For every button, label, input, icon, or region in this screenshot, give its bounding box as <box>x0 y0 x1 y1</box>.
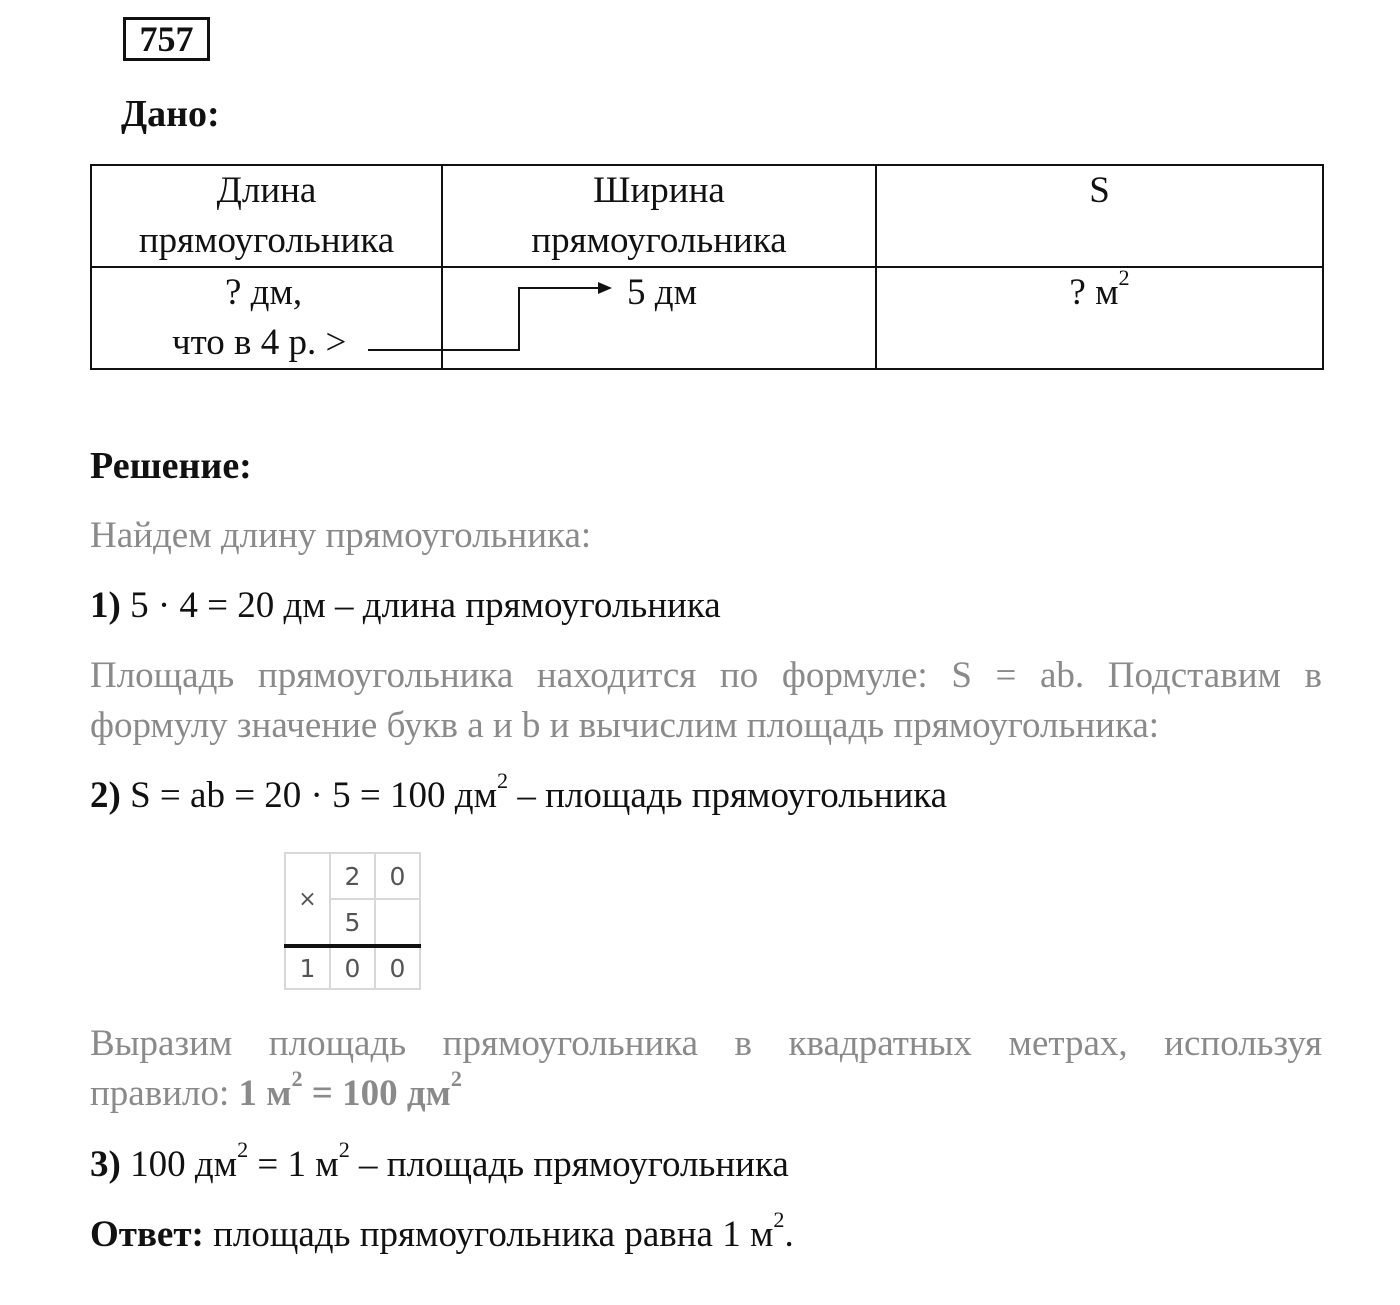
cell-width: 5 дм <box>442 267 876 369</box>
multiply-sign: × <box>285 853 330 946</box>
step1-intro: Найдем длину прямоугольника: <box>90 515 592 556</box>
step1-line: 1) 5 · 4 = 20 дм – длина прямоугольника <box>90 585 721 626</box>
given-label: Дано: <box>121 93 220 135</box>
column-multiplication: × 2 0 5 1 0 0 <box>284 852 421 990</box>
cell-length: ? дм, что в 4 р. > <box>91 267 442 369</box>
task-number: 757 <box>123 17 210 61</box>
arrow-head-icon <box>598 282 612 294</box>
step2-intro-line2: формулу значение букв a и b и вычислим площадь прямоугольника: <box>90 705 1160 746</box>
solution-label: Решение: <box>90 445 252 487</box>
answer-line: Ответ: площадь прямоугольника равна 1 $м^2$. <box>90 1207 794 1255</box>
step2-line: 2) S = ab = 20 · 5 = 100 $дм^2$ – площадь прямоугольника <box>90 768 948 816</box>
header-width: Ширина прямоугольника <box>442 165 876 267</box>
cell-area: ? $м^2$ <box>876 267 1323 369</box>
header-area: S <box>876 165 1323 267</box>
step2-intro-line1: Площадь прямоугольника находится по формуле: S = ab. Подставим в <box>90 655 1322 696</box>
header-length: Длина прямоугольника <box>91 165 442 267</box>
step3-intro-line2: правило: 1 $м^2 = 100$ $дм^2$ <box>90 1066 462 1114</box>
step3-intro-line1: Выразим площадь прямоугольника в квадратных метрах, используя <box>90 1023 1322 1064</box>
step3-line: 3) 100 $дм^2 = 1$ $м^2$ – площадь прямоугольника <box>90 1137 789 1185</box>
